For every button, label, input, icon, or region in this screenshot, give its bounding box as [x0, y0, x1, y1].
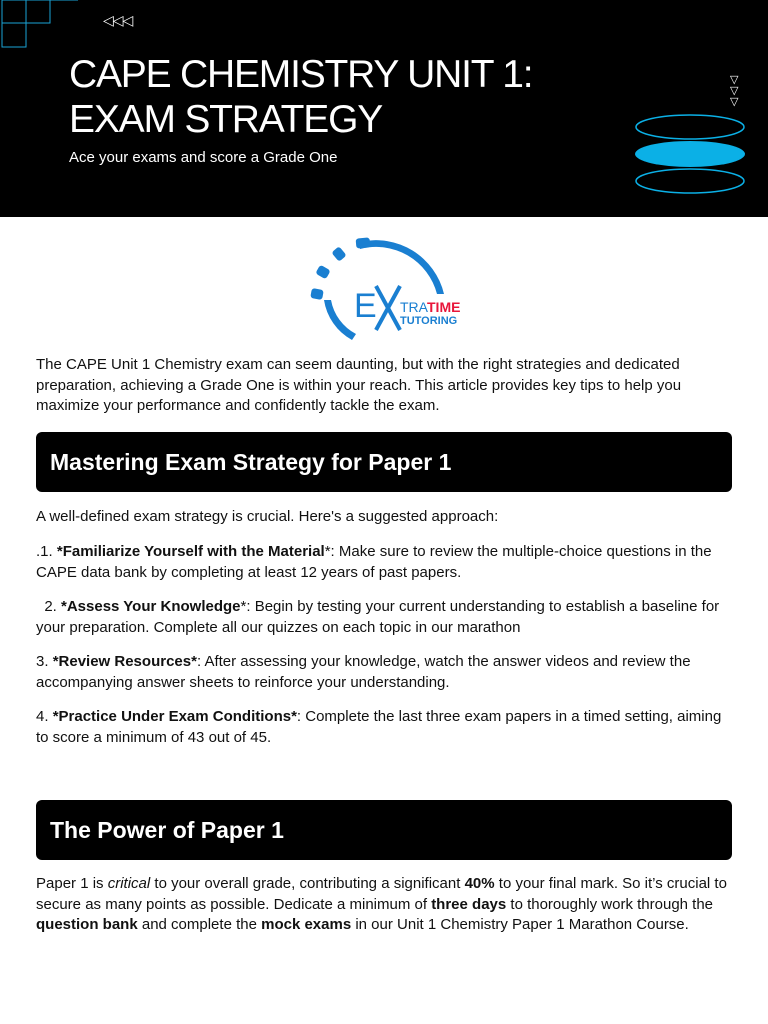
svg-text:TIME: TIME — [427, 299, 461, 315]
section-heading-bar — [36, 800, 732, 860]
svg-text:E: E — [354, 287, 377, 325]
svg-text:TUTORING: TUTORING — [400, 315, 458, 327]
grid-decoration-icon — [0, 0, 80, 50]
list-item: 3. *Review Resources*: After assessing your knowledge, watch the answer videos and review the accompanying answer sheets to reinforce your understanding. — [36, 653, 691, 691]
list-item: .1. *Familiarize Yourself with the Material*: Make sure to review the multiple-choice questions in the CAPE data bank by completing at least 12 years of past papers. — [36, 543, 712, 581]
page-title — [69, 52, 532, 142]
left-arrows-icon: ◁◁◁ — [103, 13, 133, 29]
paper1-paragraph: Paper 1 is critical to your overall grade, contributing a significant 40% to your final mark. So it’s crucial to secure as many points as possible. Dedicate a minimum of three days to thoroughly work through the question bank and complete the mock exams in our Unit 1 Chemistry Paper 1 Marathon Course. — [36, 875, 727, 933]
ellipses-decoration-icon — [632, 112, 748, 198]
header-banner — [0, 0, 768, 217]
intro-paragraph: The CAPE Unit 1 Chemistry exam can seem daunting, but with the right strategies and dedicated preparation, achieving a Grade One is within your reach. This article provides key tips to help you maximize your performance and confidently tackle the exam. — [36, 356, 682, 414]
list-item: 4. *Practice Under Exam Conditions*: Complete the last three exam papers in a timed setting, aiming to score a minimum of 43 out of 45. — [36, 708, 722, 746]
section-heading-bar — [36, 432, 732, 492]
extratime-tutoring-logo — [304, 234, 474, 344]
title-line-1: CAPE CHEMISTRY UNIT 1: — [69, 53, 533, 96]
list-item: 2. *Assess Your Knowledge*: Begin by testing your current understanding to establish a baseline for your preparation. Complete all our quizzes on each topic in our marathon — [36, 598, 720, 636]
down-triangles-icon: ▽ ▽ ▽ — [730, 73, 739, 108]
page-subtitle: Ace your exams and score a Grade One — [69, 149, 338, 166]
section-heading: Mastering Exam Strategy for Paper 1 — [50, 449, 452, 475]
title-line-2: EXAM STRATEGY — [69, 98, 383, 141]
section-lead: A well-defined exam strategy is crucial. Here's a suggested approach: — [36, 508, 499, 525]
section-heading: The Power of Paper 1 — [50, 817, 284, 843]
svg-text:TRA: TRA — [400, 299, 428, 315]
